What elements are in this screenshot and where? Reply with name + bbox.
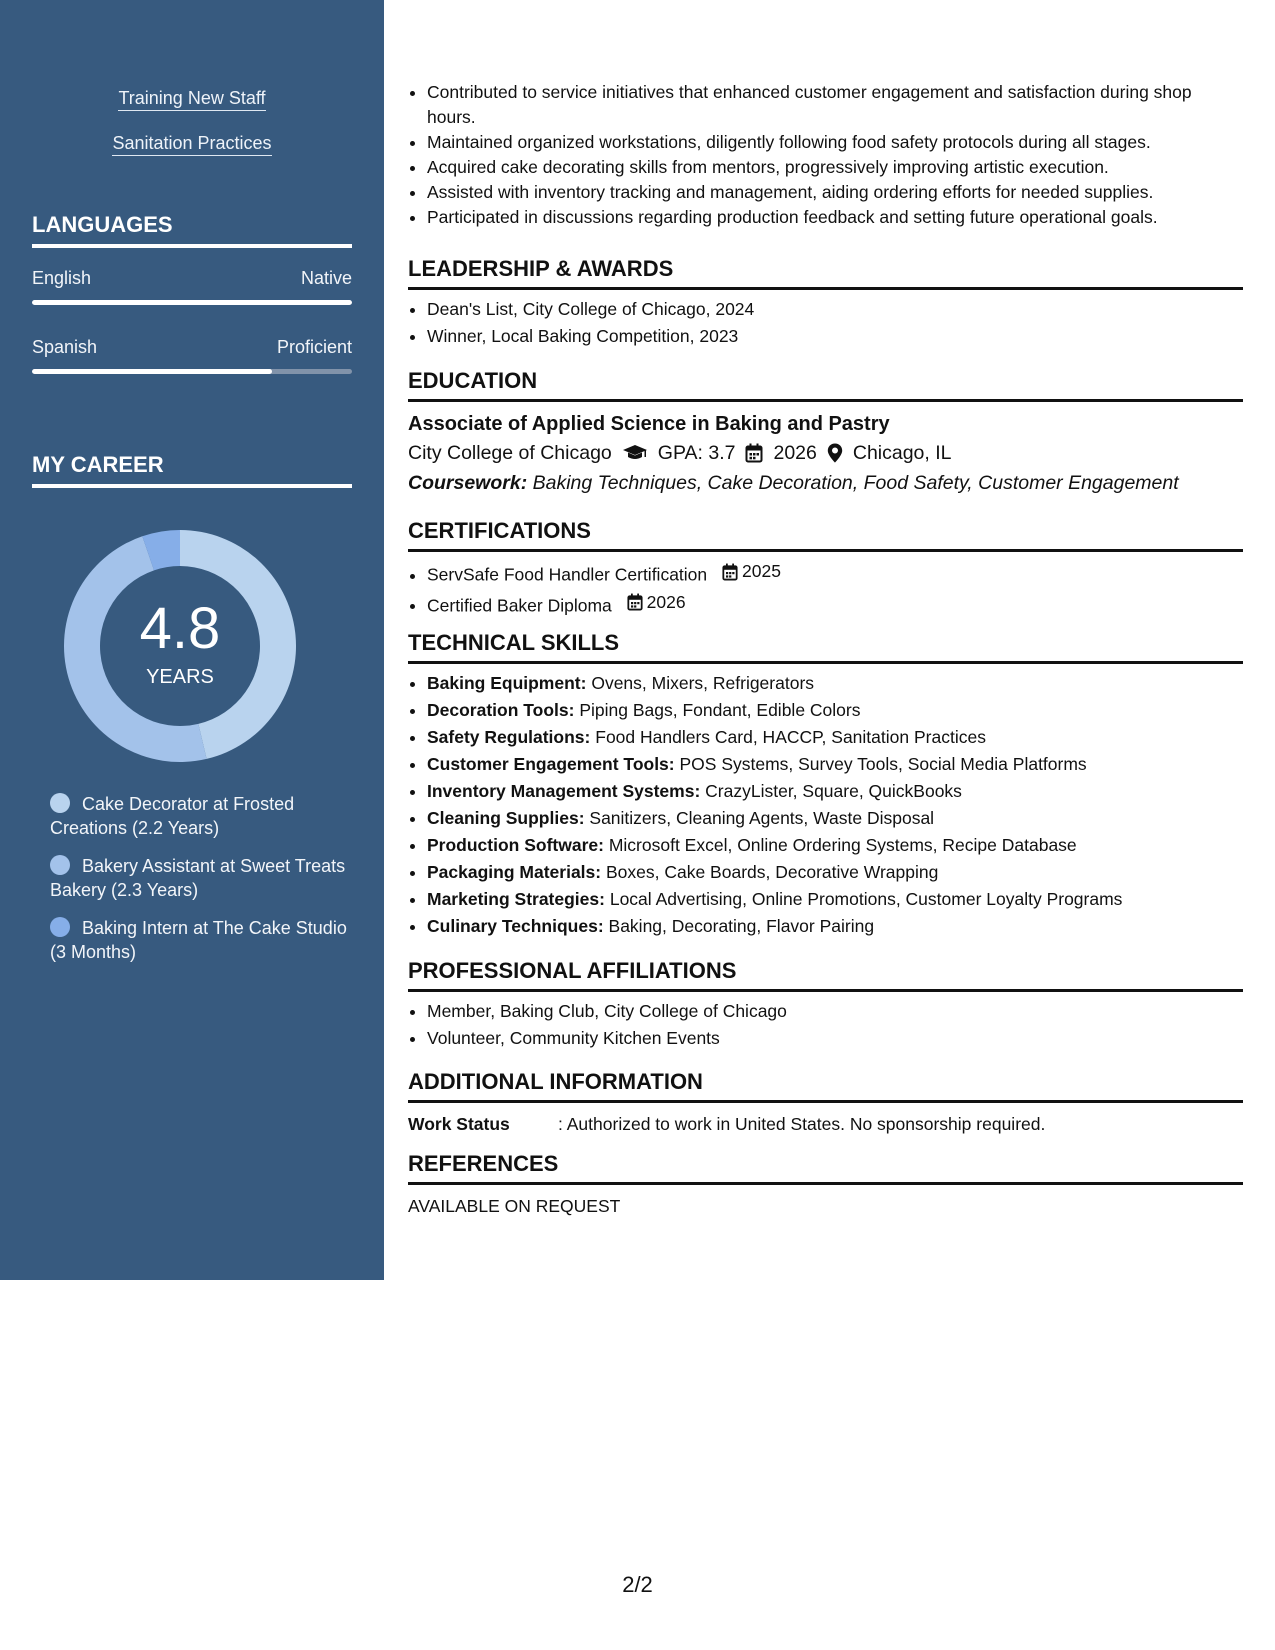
skill-link-sanitation[interactable]: Sanitation Practices bbox=[0, 133, 384, 154]
legend-dot-icon bbox=[50, 855, 70, 875]
career-heading: MY CAREER bbox=[32, 452, 352, 488]
language-bar-spanish bbox=[32, 369, 352, 374]
list-item: • Maintained organized workstations, diligently following food safety protocols during all stages. bbox=[427, 130, 1243, 155]
list-item: • Participated in discussions regarding production feedback and setting future operational goals. bbox=[427, 205, 1243, 230]
page-number: 2/2 bbox=[622, 1572, 653, 1597]
list-item: • Volunteer, Community Kitchen Events bbox=[427, 1025, 1243, 1052]
list-item: • Member, Baking Club, City College of Chicago bbox=[427, 998, 1243, 1025]
technical-skills-section bbox=[408, 630, 1243, 940]
school-location: Chicago, IL bbox=[852, 442, 952, 464]
list-item: • Culinary Techniques: Baking, Decorating, Flavor Pairing bbox=[427, 913, 1243, 940]
career-item: Bakery Assistant at Sweet Treats Bakery (2.3 Years) bbox=[50, 856, 346, 900]
list-item: • Winner, Local Baking Competition, 2023 bbox=[427, 323, 1243, 350]
section-heading: REFERENCES bbox=[408, 1151, 1243, 1185]
work-status-label: Work Status bbox=[408, 1114, 510, 1134]
list-item: • Acquired cake decorating skills from mentors, progressively improving artistic execution. bbox=[427, 155, 1243, 180]
school-name: City College of Chicago bbox=[408, 442, 612, 464]
location-pin-icon bbox=[827, 443, 843, 463]
coursework-list: Baking Techniques, Cake Decoration, Food Safety, Customer Engagement bbox=[532, 472, 1179, 494]
list-item: • ServSafe Food Handler Certification 2025 bbox=[427, 558, 1243, 589]
calendar-icon bbox=[745, 443, 763, 463]
language-row-spanish bbox=[32, 337, 352, 358]
section-heading: CERTIFICATIONS bbox=[408, 518, 1243, 552]
education-meta bbox=[408, 438, 1243, 468]
certifications-section bbox=[408, 518, 1243, 619]
references-section bbox=[408, 1151, 1243, 1220]
section-heading: ADDITIONAL INFORMATION bbox=[408, 1069, 1243, 1103]
calendar-icon bbox=[627, 593, 643, 611]
education-section bbox=[408, 368, 1243, 498]
language-name: Spanish bbox=[32, 337, 98, 357]
section-heading: TECHNICAL SKILLS bbox=[408, 630, 1243, 664]
list-item: • Assisted with inventory tracking and management, aiding ordering efforts for needed supplies. bbox=[427, 180, 1243, 205]
work-status-row bbox=[408, 1111, 1243, 1138]
list-item: • Decoration Tools: Piping Bags, Fondant, Edible Colors bbox=[427, 697, 1243, 724]
language-row-english bbox=[32, 268, 352, 289]
list-item: • Dean's List, City College of Chicago, 2024 bbox=[427, 296, 1243, 323]
list-item: • Inventory Management Systems: CrazyLister, Square, QuickBooks bbox=[427, 778, 1243, 805]
language-name: English bbox=[32, 268, 92, 288]
list-item: • Safety Regulations: Food Handlers Card, HACCP, Sanitation Practices bbox=[427, 724, 1243, 751]
experience-bullets bbox=[408, 80, 1243, 230]
language-bar-fill bbox=[32, 369, 272, 374]
cert-year: 2026 bbox=[646, 591, 686, 612]
section-heading: LEADERSHIP & AWARDS bbox=[408, 256, 1243, 290]
calendar-icon bbox=[722, 563, 738, 581]
list-item: • Cleaning Supplies: Sanitizers, Cleaning Agents, Waste Disposal bbox=[427, 805, 1243, 832]
career-item: Baking Intern at The Cake Studio (3 Months) bbox=[50, 918, 347, 962]
list-item: • Baking Equipment: Ovens, Mixers, Refrigerators bbox=[427, 670, 1243, 697]
coursework-label: Coursework: bbox=[408, 472, 528, 494]
gpa: GPA: 3.7 bbox=[657, 442, 736, 464]
cert-year: 2025 bbox=[742, 561, 781, 581]
skill-link-training[interactable]: Training New Staff bbox=[0, 88, 384, 109]
list-item: • Customer Engagement Tools: POS Systems, Survey Tools, Social Media Platforms bbox=[427, 751, 1243, 778]
coursework bbox=[408, 468, 1243, 498]
graduation-cap-icon bbox=[622, 444, 648, 462]
language-level: Native bbox=[300, 268, 352, 288]
career-total-value: 4.8 bbox=[139, 596, 221, 661]
list-item: • Marketing Strategies: Local Advertising, Online Promotions, Customer Loyalty Programs bbox=[427, 886, 1243, 913]
leadership-section bbox=[408, 256, 1243, 350]
languages-heading: LANGUAGES bbox=[32, 212, 352, 248]
language-level: Proficient bbox=[276, 337, 352, 357]
legend-dot-icon bbox=[50, 917, 70, 937]
additional-info-section bbox=[408, 1069, 1243, 1138]
legend-dot-icon bbox=[50, 793, 70, 813]
degree-title: Associate of Applied Science in Baking and Pastry bbox=[408, 413, 890, 435]
sidebar bbox=[0, 0, 384, 1280]
list-item: • Production Software: Microsoft Excel, Online Ordering Systems, Recipe Database bbox=[427, 832, 1243, 859]
section-heading: PROFESSIONAL AFFILIATIONS bbox=[408, 958, 1243, 992]
graduation-year: 2026 bbox=[773, 442, 817, 464]
references-text: AVAILABLE ON REQUEST bbox=[408, 1196, 621, 1216]
list-item: • Packaging Materials: Boxes, Cake Boards, Decorative Wrapping bbox=[427, 859, 1243, 886]
work-status-value: : Authorized to work in United States. No sponsorship required. bbox=[558, 1114, 1046, 1134]
career-total-unit: YEARS bbox=[146, 666, 214, 688]
career-item: Cake Decorator at Frosted Creations (2.2 Years) bbox=[50, 794, 295, 838]
affiliations-section bbox=[408, 958, 1243, 1052]
language-bar-english bbox=[32, 300, 352, 305]
section-heading: EDUCATION bbox=[408, 368, 1243, 402]
language-bar-fill bbox=[32, 300, 352, 305]
list-item: • Certified Baker Diploma 2026 bbox=[427, 589, 1243, 620]
list-item: • Contributed to service initiatives that enhanced customer engagement and satisfaction during shop hours. bbox=[427, 80, 1243, 130]
